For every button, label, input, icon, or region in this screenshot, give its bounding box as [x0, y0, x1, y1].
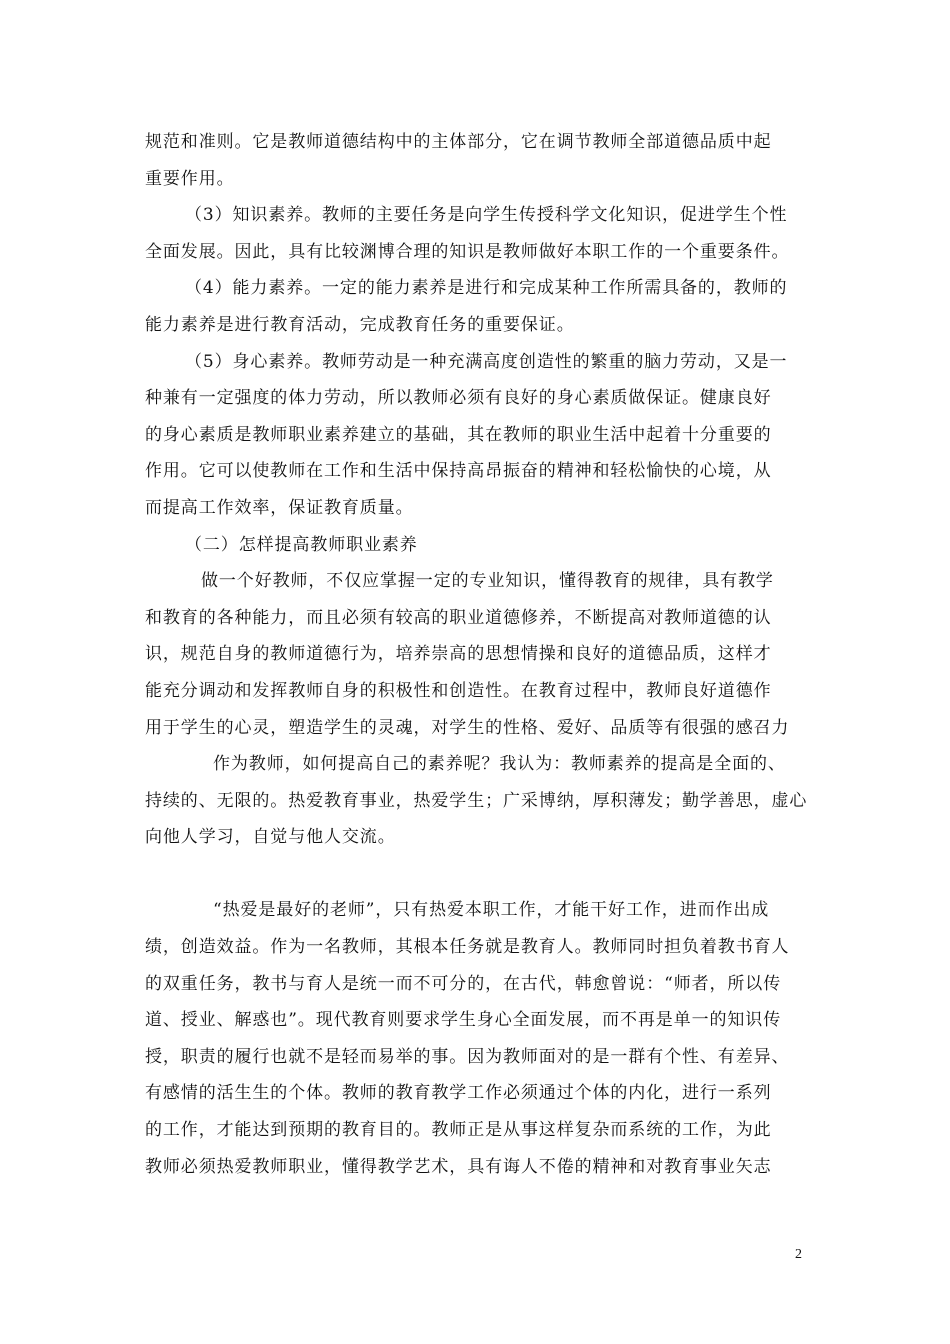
text-line: 规范和准则。它是教师道德结构中的主体部分，它在调节教师全部道德品质中起: [145, 132, 772, 152]
text-line: 持续的、无限的。热爱教育事业，热爱学生；广采博纳，厚积薄发；勤学善思，虚心: [145, 790, 808, 811]
text-line: “热爱是最好的老师”，只有热爱本职工作，才能干好工作，进而作出成: [213, 900, 770, 921]
body-text: [145, 124, 817, 1185]
text-line: 向他人学习，自觉与他人交流。: [145, 827, 396, 848]
text-line: 用于学生的心灵，塑造学生的灵魂，对学生的性格、爱好、品质等有很强的感召力: [145, 717, 790, 738]
text-line: 识，规范自身的教师道德行为，培养崇高的思想情操和良好的道德品质，这样才: [145, 644, 772, 665]
text-line: 授，职责的履行也就不是轻而易举的事。因为教师面对的是一群有个性、有差异、: [145, 1046, 790, 1067]
text-line: 而提高工作效率，保证教育质量。: [145, 497, 414, 518]
text-line: 作用。它可以使教师在工作和生活中保持高昂振奋的精神和轻松愉快的心境，从: [145, 461, 772, 482]
text-line: （4）能力素养。一定的能力素养是进行和完成某种工作所需具备的，教师的: [185, 278, 788, 299]
text-line: 能力素养是进行教育活动，完成教育任务的重要保证。: [145, 314, 575, 335]
text-line: 全面发展。因此，具有比较渊博合理的知识是教师做好本职工作的一个重要条件。: [145, 241, 790, 262]
text-line: 做一个好教师，不仅应掌握一定的专业知识，懂得教育的规律，具有教学: [201, 571, 774, 592]
text-line: 绩，创造效益。作为一名教师，其根本任务就是教育人。教师同时担负着教书育人: [145, 937, 790, 958]
text-line: 和教育的各种能力，而且必须有较高的职业道德修养，不断提高对教师道德的认: [145, 607, 772, 628]
text-line: 重要作用。: [145, 168, 235, 189]
text-line: 道、授业、解惑也”。现代教育则要求学生身心全面发展，而不再是单一的知识传: [145, 1010, 782, 1031]
text-line: （3）知识素养。教师的主要任务是向学生传授科学文化知识，促进学生个性: [185, 205, 788, 226]
text-line: 教师必须热爱教师职业，懂得教学艺术，具有诲人不倦的精神和对教育事业矢志: [145, 1156, 772, 1177]
text-line: 的双重任务，教书与育人是统一而不可分的，在古代，韩愈曾说：“师者，所以传: [145, 973, 782, 994]
text-line: 的工作，才能达到预期的教育目的。教师正是从事这样复杂而系统的工作，为此: [145, 1120, 772, 1141]
text-line: （二）怎样提高教师职业素养: [185, 534, 418, 555]
text-line: （5）身心素养。教师劳动是一种充满高度创造性的繁重的脑力劳动，又是一: [185, 351, 788, 372]
text-line: 作为教师，如何提高自己的素养呢？我认为：教师素养的提高是全面的、: [213, 754, 786, 775]
page-number: 2: [795, 1247, 802, 1262]
text-line: 种兼有一定强度的体力劳动，所以教师必须有良好的身心素质做保证。健康良好: [145, 388, 772, 409]
text-line: 有感情的活生生的个体。教师的教育教学工作必须通过个体的内化，进行一系列: [145, 1083, 772, 1104]
text-line: [145, 856, 817, 893]
text-line: 能充分调动和发挥教师自身的积极性和创造性。在教育过程中，教师良好道德作: [145, 680, 772, 701]
text-line: 的身心素质是教师职业素养建立的基础，其在教师的职业生活中起着十分重要的: [145, 424, 772, 445]
